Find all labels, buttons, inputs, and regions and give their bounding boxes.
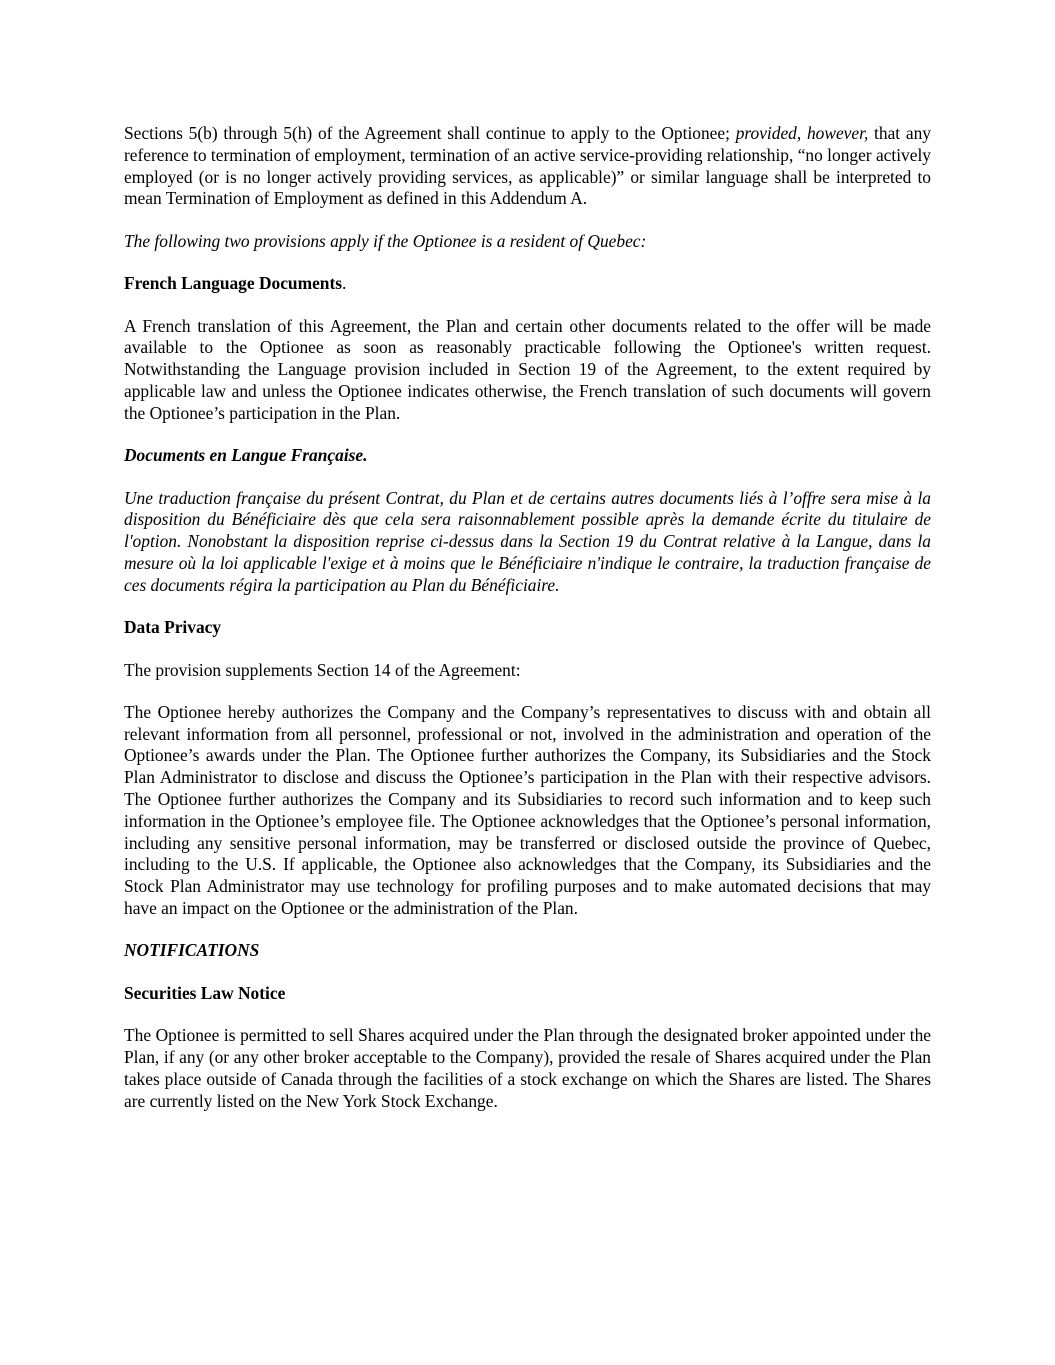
french-language-heading-punct: . — [342, 273, 347, 294]
data-privacy-intro: The provision supplements Section 14 of the Agreement: — [124, 659, 521, 680]
data-privacy-heading: Data Privacy — [124, 617, 222, 638]
french-language-body: A French translation of this Agreement, the Plan and certain other documents related to the offer will be made available to the Optionee as soon as reasonably practicable following the Optionee's written request. Notwithstanding the Language provision included in Section 19 of the Agreement, to the extent required by applicable law and unless the Optionee indicates otherwise, the French translation of such documents will govern the Optionee’s participation in the Plan. — [124, 315, 931, 423]
french-language-heading: French Language Documents — [124, 273, 343, 294]
securities-law-heading: Securities Law Notice — [124, 982, 286, 1003]
securities-law-body: The Optionee is permitted to sell Shares acquired under the Plan through the designated broker appointed under the Plan, if any (or any other broker acceptable to the Company), provided the resale of Shares acquired under the Plan takes place outside of Canada through the facilities of a stock exchange on which the Shares are listed. The Shares are currently listed on the New York Stock Exchange. — [124, 1025, 931, 1111]
continuation-text-before: Sections 5(b) through 5(h) of the Agreement shall continue to apply to the Optionee; — [124, 123, 736, 143]
quebec-intro: The following two provisions apply if the Optionee is a resident of Quebec: — [124, 230, 647, 251]
documents-francais-body: Une traduction française du présent Contrat, du Plan et de certains autres documents liés à l’offre sera mise à la disposition du Bénéficiaire dès que cela sera raisonnablement possible après la demande écrite du titulaire de l'option. Nonobstant la disposition reprise ci-dessus dans la Section 19 du Contrat relative à la Langue, dans la mesure où la loi applicable l'exige et à moins que le Bénéficiaire n'indique le contraire, la traduction française de ces documents régira la participation au Plan du Bénéficiaire. — [124, 487, 931, 595]
notifications-heading: NOTIFICATIONS — [124, 940, 260, 961]
french-language-heading-line — [124, 273, 931, 295]
provided-however-phrase: provided, however, — [735, 123, 869, 143]
continuation-paragraph — [124, 123, 931, 210]
continuation-text-after: that any reference to termination of employment, termination of an active service-providing relationship, “no longer actively employed (or is no longer actively providing services, as applicable)” or similar language shall be interpreted to mean Termination of Employment as defined in this Addendum A. — [124, 123, 931, 209]
document-page — [124, 123, 931, 1133]
documents-francais-heading: Documents en Langue Française. — [124, 445, 368, 466]
data-privacy-body: The Optionee hereby authorizes the Company and the Company’s representatives to discuss with and obtain all relevant information from all personnel, professional or not, involved in the administration and operation of the Optionee’s awards under the Plan. The Optionee further authorizes the Company, its Subsidiaries and the Stock Plan Administrator to disclose and discuss the Optionee’s participation in the Plan with their respective advisors. The Optionee further authorizes the Company and its Subsidiaries to record such information and to keep such information in the Optionee’s employee file. The Optionee acknowledges that the Optionee’s personal information, including any sensitive personal information, may be transferred or disclosed outside the province of Quebec, including to the U.S. If applicable, the Optionee also acknowledges that the Company, its Subsidiaries and the Stock Plan Administrator may use technology for profiling purposes and to make automated decisions that may have an impact on the Optionee or the administration of the Plan. — [124, 701, 931, 919]
